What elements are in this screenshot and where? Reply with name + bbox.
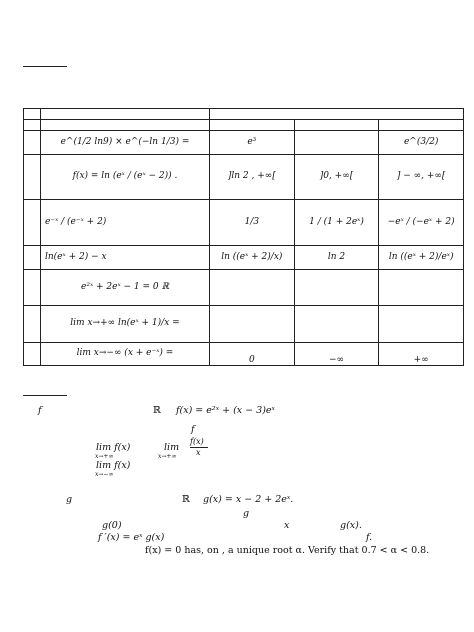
table-row xyxy=(24,155,464,200)
answer-cell xyxy=(379,306,464,343)
answer-cell xyxy=(210,306,295,343)
answer-cell xyxy=(294,131,379,155)
f-prime: f ′(x) = eˣ g(x) xyxy=(98,532,165,543)
header-underline xyxy=(23,66,67,67)
root-statement: f(x) = 0 has, on , a unique root α. Verify that 0.7 < α < 0.8. xyxy=(145,545,430,556)
table-row xyxy=(24,343,464,366)
question-cell: e⁻ˣ / (e⁻ˣ + 2) xyxy=(41,200,210,246)
header-index-cell xyxy=(24,109,41,120)
table-subheader-row xyxy=(24,120,464,131)
answer-cell: e³ xyxy=(210,131,295,155)
part2-underline xyxy=(23,395,67,396)
question-cell: e²ˣ + 2eˣ − 1 = 0 ℝ xyxy=(41,270,210,306)
subheader-a2 xyxy=(294,120,379,131)
subheader-a1 xyxy=(210,120,295,131)
answer-cell: ln ((eˣ + 2)/eˣ) xyxy=(379,246,464,270)
answer-cell: ln 2 xyxy=(294,246,379,270)
mcq-table xyxy=(23,108,464,366)
answer-cell xyxy=(210,270,295,306)
answer-cell xyxy=(294,270,379,306)
answer-cell: +∞ xyxy=(379,343,464,366)
limit-plus-sub: x→+∞ xyxy=(95,453,114,460)
table-row xyxy=(24,270,464,306)
limit-ratio-sub: x→+∞ xyxy=(158,453,177,460)
answer-cell: ]0, +∞[ xyxy=(294,155,379,200)
g-domain-R: ℝ xyxy=(182,494,190,505)
table-row xyxy=(24,200,464,246)
header-question-cell xyxy=(41,109,210,120)
answer-cell: 1 / (1 + 2eˣ) xyxy=(294,200,379,246)
limit-minus-infinity: lim f(x) xyxy=(96,460,131,471)
answer-cell: 0 xyxy=(210,343,295,366)
domain-R: ℝ xyxy=(153,405,161,416)
question-cell: lim x→−∞ (x + e⁻ˣ) = xyxy=(41,343,210,366)
x-small: x xyxy=(284,520,290,531)
header-answers-cell xyxy=(210,109,464,120)
answer-cell: ln ((eˣ + 2)/x) xyxy=(210,246,295,270)
question-cell: ln(eˣ + 2) − x xyxy=(41,246,210,270)
g-of-x: g(x). xyxy=(340,520,362,531)
subheader-a3 xyxy=(379,120,464,131)
answer-cell: e^(3/2) xyxy=(379,131,464,155)
table-row xyxy=(24,131,464,155)
g-definition: g(x) = x − 2 + 2eˣ. xyxy=(203,494,294,505)
ratio-numerator: f(x) xyxy=(190,437,204,446)
f-over-label: f xyxy=(191,424,195,435)
g-zero: g(0) xyxy=(102,520,122,531)
answer-cell: −eˣ / (−eˣ + 2) xyxy=(379,200,464,246)
table-row xyxy=(24,246,464,270)
limit-ratio: lim xyxy=(164,442,180,453)
question-cell: f(x) = ln (eˣ / (eˣ − 2)) . xyxy=(41,155,210,200)
table-header-row xyxy=(24,109,464,120)
ratio-denominator: x xyxy=(196,448,201,457)
question-cell xyxy=(41,131,210,155)
answer-cell: ] − ∞, +∞[ xyxy=(379,155,464,200)
answer-cell: ]ln 2 , +∞[ xyxy=(210,155,295,200)
question-text: e^(1/2 ln9) × e^(−ln 1/3) = xyxy=(60,136,190,147)
f-dot: f. xyxy=(366,532,373,543)
limit-minus-sub: x→−∞ xyxy=(95,471,114,478)
answer-cell xyxy=(379,270,464,306)
g-symbol: g xyxy=(66,494,73,505)
f-symbol: f xyxy=(38,405,42,416)
limit-plus-infinity: lim f(x) xyxy=(96,442,131,453)
f-definition: f(x) = e²ˣ + (x − 3)eˣ xyxy=(176,405,275,416)
table-row xyxy=(24,306,464,343)
question-cell: lim x→+∞ ln(eˣ + 1)/x = xyxy=(41,306,210,343)
g-small: g xyxy=(243,508,250,519)
answer-cell: 1/3 xyxy=(210,200,295,246)
answer-cell xyxy=(294,306,379,343)
answer-cell: −∞ xyxy=(294,343,379,366)
